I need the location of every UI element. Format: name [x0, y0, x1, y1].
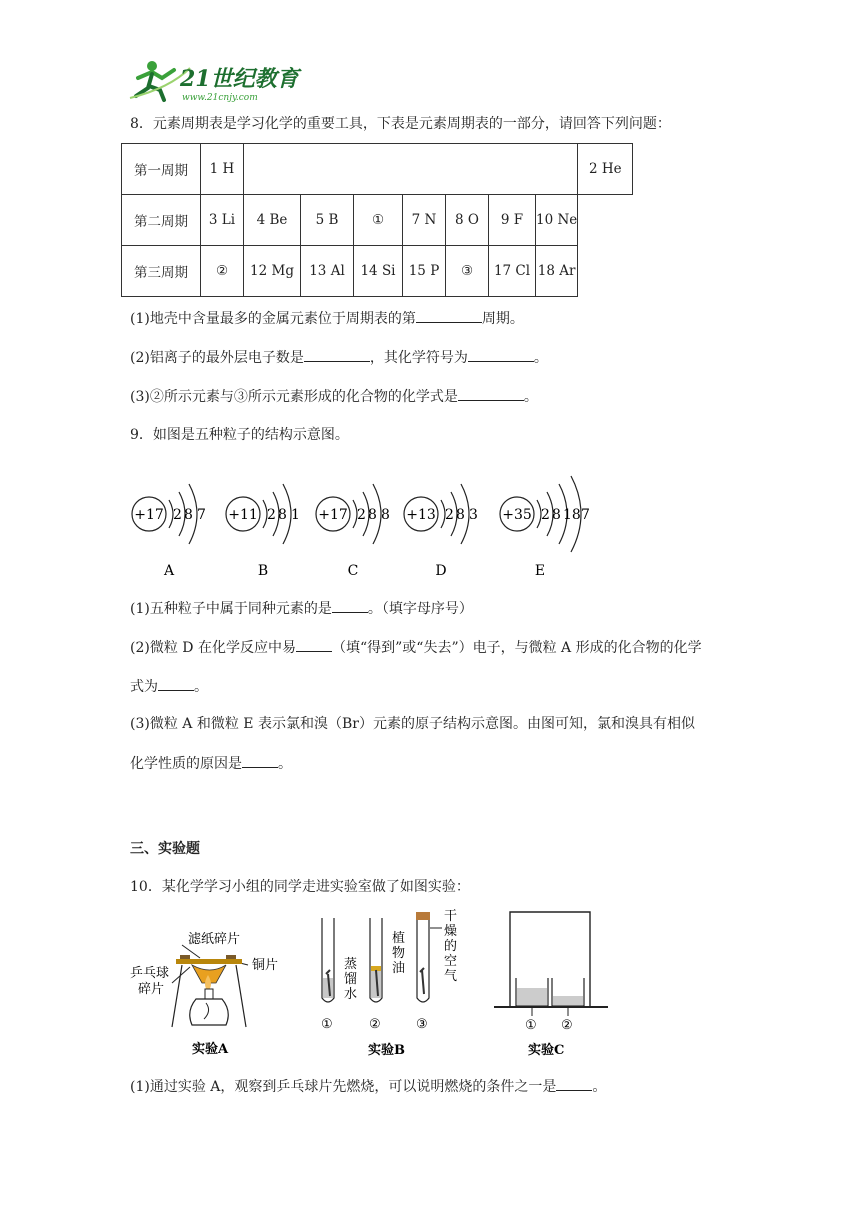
answer-blank: [468, 347, 534, 362]
answer-blank: [332, 598, 368, 613]
q9-part1: [130, 598, 473, 619]
table-cell: 4 Be: [244, 195, 301, 246]
table-cell: 第三周期: [122, 246, 201, 297]
table-cell: ③: [446, 246, 489, 297]
q10-stem: 10．某化学学习小组的同学走进实验室做了如图实验：: [130, 879, 470, 895]
nucleus-charge: +35: [502, 507, 532, 523]
q9-part3-tail: 。: [278, 756, 292, 772]
table-cell: 10 Ne: [536, 195, 578, 246]
table-cell: 5 B: [301, 195, 354, 246]
table-cell: [244, 144, 578, 195]
q9-part3-cont: [130, 753, 292, 774]
q9-part3: (3)微粒 A 和微粒 E 表示氯和溴（Br）元素的原子结构示意图。由图可知，氯和溴具有相似: [130, 716, 695, 732]
periodic-table: [121, 143, 633, 297]
q8-stem: 8．元素周期表是学习化学的重要工具，下表是元素周期表的一部分，请回答下列问题：: [130, 116, 671, 132]
shell-electrons: 18: [563, 507, 581, 523]
nucleus-charge: +11: [228, 507, 258, 523]
shell-electrons: 1: [291, 507, 300, 523]
vegetable-oil-label: 物: [392, 946, 406, 961]
diagram-label: A: [163, 563, 175, 579]
answer-blank: [242, 753, 278, 768]
distilled-water-label: 蒸: [344, 957, 358, 972]
shell-electrons: 2: [445, 507, 454, 523]
shell-electrons: 8: [278, 507, 287, 523]
diagram-label: E: [534, 563, 546, 579]
q8-part3: [130, 386, 538, 407]
logo-url: www.21cnjy.com: [182, 93, 258, 103]
table-cell: ①: [354, 195, 403, 246]
beaker-number: ①: [525, 1018, 537, 1033]
filter-paper-label: 滤纸碎片: [188, 932, 241, 947]
table-cell: 8 O: [446, 195, 489, 246]
experiment-c-caption: 实验C: [528, 1043, 565, 1058]
table-cell: 14 Si: [354, 246, 403, 297]
table-cell: ②: [201, 246, 244, 297]
q8-part3-tail: 。: [523, 389, 538, 405]
q8-part1-text: (1)地壳中含量最多的金属元素位于周期表的第: [130, 311, 416, 327]
diagram-label: D: [435, 563, 447, 579]
q8-part2-mid: ，其化学符号为: [369, 350, 468, 366]
table-cell: 15 P: [403, 246, 446, 297]
distilled-water-label: 馏: [344, 972, 358, 987]
diagram-label: B: [257, 563, 269, 579]
q9-part2-tail: 。: [194, 679, 208, 695]
diagram-label: C: [347, 563, 359, 579]
logo-brand: 21世纪教育: [180, 66, 299, 92]
q9-stem: 9．如图是五种粒子的结构示意图。: [130, 427, 349, 443]
q9-part2-cont: [130, 676, 208, 697]
table-cell: 第一周期: [122, 144, 201, 195]
site-logo: [130, 58, 300, 104]
atom-diagram-d: [404, 484, 478, 579]
test-tube-icon: [416, 912, 430, 1002]
alcohol-lamp-setup-icon: [172, 945, 248, 1027]
atom-diagram-b: [226, 484, 300, 579]
dry-air-label: 空: [444, 954, 458, 969]
table-cell: 13 Al: [301, 246, 354, 297]
shell-electrons: 8: [552, 507, 561, 523]
shell-electrons: 2: [173, 507, 182, 523]
q10-part1: [130, 1076, 606, 1097]
q9-part3-cont-text: 化学性质的原因是: [130, 756, 242, 772]
bell-jar-icon: [494, 912, 608, 1007]
nucleus-charge: +17: [134, 507, 164, 523]
table-row: [122, 195, 633, 246]
experiment-b-caption: 实验B: [368, 1043, 405, 1058]
experiment-b-figure: [310, 908, 470, 1060]
nucleus-charge: +13: [406, 507, 436, 523]
shell-electrons: 8: [184, 507, 193, 523]
pingpong-label-2: 碎片: [138, 982, 165, 997]
beaker-icon: [552, 978, 584, 1006]
table-cell: 7 N: [403, 195, 446, 246]
tube-number: ①: [321, 1017, 333, 1032]
vegetable-oil-label: 植: [392, 931, 406, 946]
q10-part1-text: (1)通过实验 A，观察到乒乓球片先燃烧，可以说明燃烧的条件之一是: [130, 1079, 557, 1095]
table-cell: 3 Li: [201, 195, 244, 246]
answer-blank: [458, 386, 524, 401]
table-cell: 第二周期: [122, 195, 201, 246]
beaker-number: ②: [561, 1018, 573, 1033]
section-title: 三、实验题: [130, 841, 200, 857]
shell-electrons: 2: [357, 507, 366, 523]
dry-air-label: 气: [444, 969, 458, 984]
shell-electrons: 3: [469, 507, 478, 523]
shell-electrons: 2: [267, 507, 276, 523]
shell-electrons: 8: [381, 507, 390, 523]
shell-electrons: 8: [456, 507, 465, 523]
answer-blank: [304, 347, 370, 362]
q8-part3-text: (3)②所示元素与③所示元素形成的化合物的化学式是: [130, 389, 458, 405]
test-tube-icon: [322, 918, 334, 1002]
test-tube-icon: [370, 918, 382, 1002]
table-row: [122, 246, 633, 297]
q8-part1: [130, 308, 524, 329]
logo-graphic: [130, 58, 300, 104]
q9-part1-tail: 。（填字母序号）: [367, 601, 473, 617]
table-cell: 17 Cl: [489, 246, 536, 297]
copper-label: 铜片: [252, 958, 279, 973]
q8-part2-tail: 。: [533, 350, 548, 366]
table-cell: 1 H: [201, 144, 244, 195]
table-cell: 12 Mg: [244, 246, 301, 297]
beaker-icon: [516, 978, 548, 1006]
atom-structure-diagrams: [125, 462, 605, 582]
atom-diagram-a: [132, 484, 206, 579]
dry-air-label: 的: [444, 939, 458, 954]
atom-diagram-c: [316, 484, 390, 579]
experiment-a-caption: 实验A: [192, 1042, 229, 1057]
q10-part1-tail: 。: [592, 1079, 607, 1095]
q9-part2-mid: （填“得到”或“失去”）电子，与微粒 A 形成的化合物的化学: [331, 640, 702, 656]
answer-blank: [296, 637, 332, 652]
q9-part2-text: (2)微粒 D 在化学反应中易: [130, 640, 296, 656]
q8-part2-text: (2)铝离子的最外层电子数是: [130, 350, 304, 366]
answer-blank: [556, 1076, 592, 1091]
pingpong-label: 乒乓球: [130, 966, 170, 981]
distilled-water-label: 水: [344, 987, 358, 1002]
q9-part1-text: (1)五种粒子中属于同种元素的是: [130, 601, 332, 617]
dry-air-label: 干: [444, 909, 458, 924]
experiment-c-figure: [492, 906, 610, 1060]
table-row: [122, 144, 633, 195]
shell-electrons: 8: [368, 507, 377, 523]
q8-part2: [130, 347, 548, 368]
table-cell: 18 Ar: [536, 246, 578, 297]
atom-diagram-e: [500, 476, 590, 579]
nucleus-charge: +17: [318, 507, 348, 523]
dry-air-label: 燥: [444, 924, 458, 939]
vegetable-oil-label: 油: [392, 961, 406, 976]
experiment-a-figure: [128, 925, 279, 1060]
q8-part1-tail: 周期。: [481, 311, 524, 327]
answer-blank: [158, 676, 194, 691]
tube-number: ③: [416, 1017, 428, 1032]
shell-electrons: 7: [197, 507, 206, 523]
shell-electrons: 7: [581, 507, 590, 523]
q9-part2: [130, 637, 702, 658]
answer-blank: [416, 308, 482, 323]
tube-number: ②: [369, 1017, 381, 1032]
table-cell: 2 He: [578, 144, 633, 195]
shell-electrons: 2: [541, 507, 550, 523]
q9-part2-cont-text: 式为: [130, 679, 158, 695]
table-cell: 9 F: [489, 195, 536, 246]
